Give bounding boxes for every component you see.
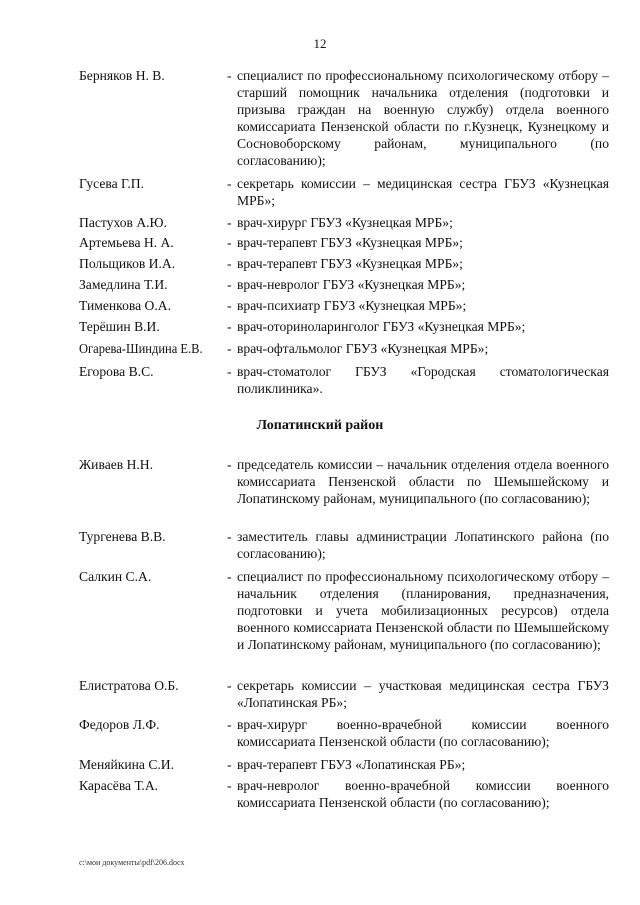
member-role: врач-невролог ГБУЗ «Кузнецкая МРБ»; [237,277,466,292]
member-role: врач-хирург ГБУЗ «Кузнецкая МРБ»; [237,215,453,230]
member-role: врач-невролог военно-врачебной комиссии военного комиссариата Пензенской области (по согласованию); [237,778,609,810]
member-role: врач-стоматолог ГБУЗ «Городская стоматологическая поликлиника». [237,364,609,396]
member-entry [79,363,609,397]
member-name: Пастухов А.Ю. [79,215,167,230]
member-name: Карасёва Т.А. [79,778,159,793]
member-entry [79,255,609,272]
page-number: 12 [313,36,327,51]
member-name: Егорова В.С. [79,364,154,379]
dash: - [227,176,232,191]
member-entry [79,234,609,251]
member-name: Польщиков И.А. [79,256,176,271]
dash: - [227,569,232,584]
dash: - [227,457,232,472]
dash: - [227,757,232,772]
member-entry [79,214,609,231]
member-name: Замедлина Т.И. [79,277,168,292]
member-entry [79,777,609,811]
member-entry [79,568,609,653]
dash: - [227,68,232,83]
footer-file-path: c:\мои документы\pdf\206.docx [79,858,185,867]
member-role: заместитель главы администрации Лопатинского района (по согласованию); [237,529,609,561]
member-role: секретарь комиссии – медицинская сестра ГБУЗ «Кузнецкая МРБ»; [237,176,609,208]
dash: - [227,235,232,250]
dash: - [227,298,232,313]
member-role: специалист по профессиональному психологическому отбору – старший помощник начальника отделения (подготовки и призыва граждан на военную службу) отдела военного комиссариата Пензенской области по г.Кузнецк, Кузнецкому и Сосновоборскому районам, муниципального (по согласованию); [237,68,609,168]
member-name: Терёшин В.И. [79,319,160,334]
member-name: Берняков Н. В. [79,68,165,83]
member-role: врач-психиатр ГБУЗ «Кузнецкая МРБ»; [237,298,467,313]
member-name: Тургенева В.В. [79,529,166,544]
member-role: врач-терапевт ГБУЗ «Кузнецкая МРБ»; [237,235,463,250]
member-role: специалист по профессиональному психологическому отбору – начальник отделения (планирования, предназначения, подготовки и учета мобилизационных ресурсов) отдела военного комиссариата Пензенской области по Шемышейскому и Лопатинскому районам, муниципального (по согласованию); [237,569,609,652]
member-name: Елистратова О.Б. [79,678,179,693]
dash: - [227,678,232,693]
member-role: председатель комиссии – начальник отделения отдела военного комиссариата Пензенской области по Шемышейскому и Лопатинскому районам, муниципального (по согласованию); [237,457,609,506]
member-role: врач-терапевт ГБУЗ «Кузнецкая МРБ»; [237,256,463,271]
member-entry [79,340,609,357]
dash: - [227,341,232,356]
member-entry [79,297,609,314]
dash: - [227,319,232,334]
member-entry [79,276,609,293]
member-entry [79,67,609,169]
member-name: Огарева-Шиндина Е.В. [79,341,203,356]
dash: - [227,717,232,732]
member-name: Гусева Г.П. [79,176,144,191]
member-role: секретарь комиссии – участковая медицинская сестра ГБУЗ «Лопатинская РБ»; [237,678,609,710]
dash: - [227,277,232,292]
dash: - [227,215,232,230]
member-name: Живаев Н.Н. [79,457,154,472]
member-role: врач-терапевт ГБУЗ «Лопатинская РБ»; [237,757,466,772]
member-role: врач-офтальмолог ГБУЗ «Кузнецкая МРБ»; [237,341,489,356]
member-entry [79,456,609,507]
section-heading: Лопатинский район [256,418,384,433]
member-entry [79,756,609,773]
member-name: Тименкова О.А. [79,298,171,313]
member-name: Артемьева Н. А. [79,235,174,250]
member-entry [79,318,609,335]
member-role: врач-хирург военно-врачебной комиссии военного комиссариата Пензенской области (по согласованию); [237,717,609,749]
dash: - [227,256,232,271]
dash: - [227,529,232,544]
member-entry [79,175,609,209]
member-entry [79,528,609,562]
dash: - [227,778,232,793]
member-name: Салкин С.А. [79,569,152,584]
member-role: врач-оториноларинголог ГБУЗ «Кузнецкая МРБ»; [237,319,526,334]
member-entry [79,716,609,750]
dash: - [227,364,232,379]
member-entry [79,677,609,711]
member-name: Федоров Л.Ф. [79,717,160,732]
member-name: Меняйкина С.И. [79,757,175,772]
